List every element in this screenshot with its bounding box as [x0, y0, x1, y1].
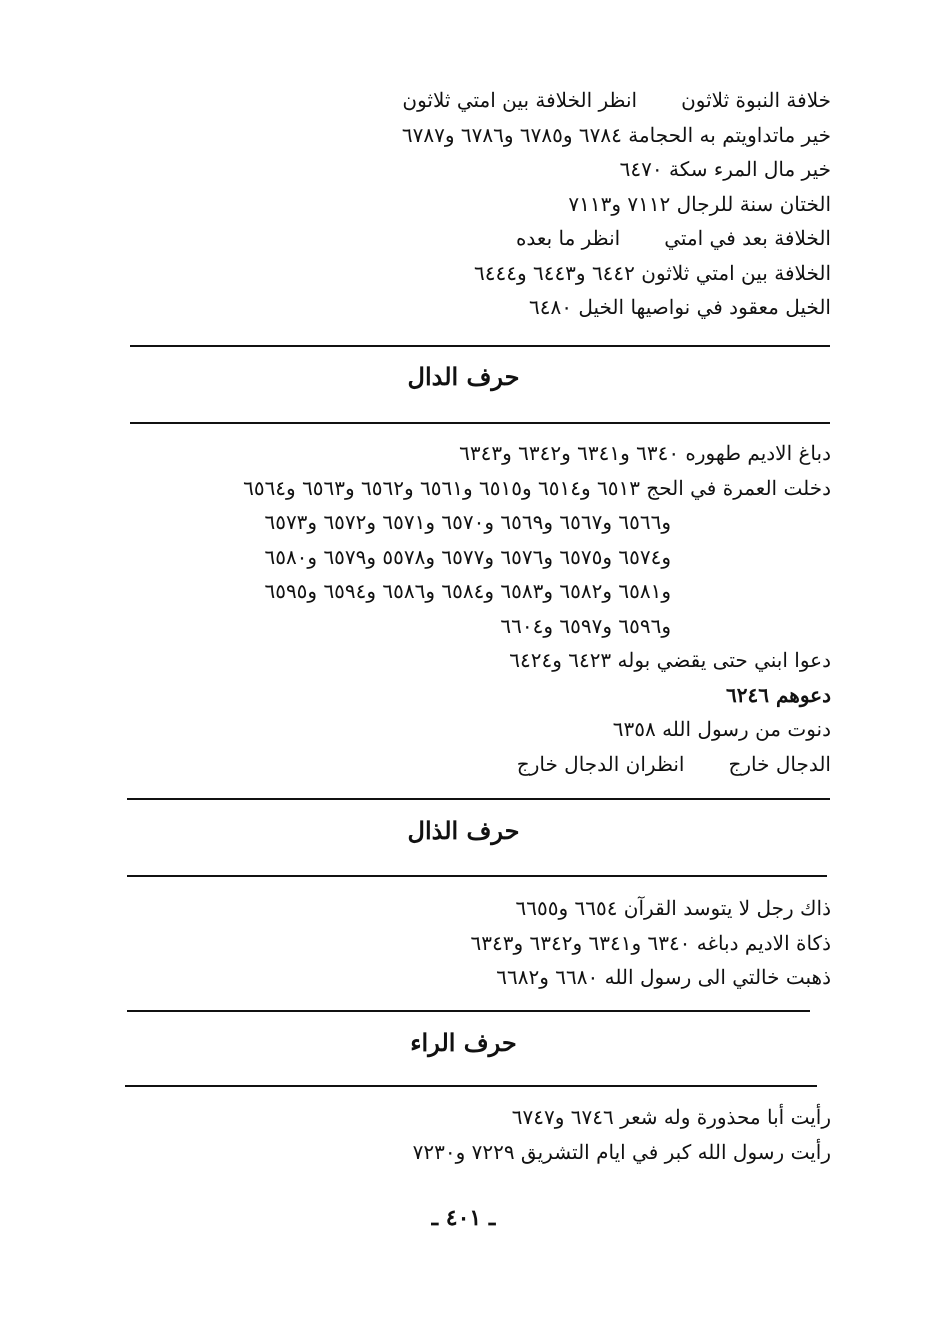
- cross-reference: انظر ما بعده: [515, 226, 621, 250]
- section-heading-ra: حرف الراء: [410, 1028, 517, 1057]
- index-entry: [471, 926, 832, 961]
- cross-reference: انظران الدجال خارج: [516, 751, 685, 776]
- entry-text: رأيت أبا محذورة وله شعر ٦٧٤٦ و٦٧٤٧: [511, 1105, 831, 1129]
- index-entry: [402, 187, 831, 222]
- entry-text: ذاك رجل لا يتوسد القرآن ٦٦٥٤ و٦٦٥٥: [515, 896, 831, 920]
- divider-rule: [127, 1010, 810, 1012]
- index-entry: [243, 505, 831, 540]
- index-entry: [243, 747, 831, 782]
- index-entry: [413, 1135, 831, 1170]
- index-entry: [471, 891, 832, 926]
- index-entry: [243, 471, 831, 506]
- index-entry: [243, 643, 831, 678]
- entry-text: رأيت رسول الله كبر في ايام التشريق ٧٢٢٩ و٧٢٣٠: [412, 1139, 831, 1164]
- entry-text: دعوهم ٦٢٤٦: [726, 682, 831, 707]
- divider-rule: [125, 1085, 817, 1087]
- entry-text: الخيل معقود في نواصيها الخيل ٦٤٨٠: [529, 295, 831, 319]
- divider-rule: [130, 422, 830, 424]
- entry-text: خير ماتداويتم به الحجامة ٦٧٨٤ و٦٧٨٥ و٦٧٨٦ و٦٧٨٧: [401, 122, 831, 147]
- entry-text: دنوت من رسول الله ٦٣٥٨: [612, 717, 831, 741]
- entry-text: خلافة النبوة ثلاثون: [681, 88, 831, 112]
- index-entry: [402, 118, 831, 153]
- entry-text: الخلافة بعد في امتي: [664, 226, 831, 250]
- entry-text: دباغ الاديم طهوره ٦٣٤٠ و٦٣٤١ و٦٣٤٢ و٦٣٤٣: [459, 441, 831, 465]
- index-entry: [471, 960, 832, 995]
- section-kha-entries: [402, 83, 831, 325]
- entry-text: ذهبت خالتي الى رسول الله ٦٦٨٠ و٦٦٨٢: [496, 965, 831, 989]
- section-heading-dhal: حرف الذال: [407, 816, 520, 845]
- section-heading-dal: حرف الدال: [407, 362, 520, 391]
- page-number: ـ ٤٠١ ـ: [431, 1205, 496, 1231]
- index-entry: [402, 256, 831, 291]
- divider-rule: [127, 875, 827, 877]
- index-entry: [243, 678, 831, 713]
- index-entry: [402, 221, 831, 256]
- entry-text: و٦٥٦٦ و٦٥٦٧ و٦٥٦٩ و٦٥٧٠ و٦٥٧١ و٦٥٧٢ و٦٥٧٣: [264, 510, 671, 534]
- section-ra-entries: [413, 1100, 831, 1169]
- index-entry: [402, 290, 831, 325]
- entry-text: دعوا ابني حتى يقضي بوله ٦٤٢٣ و٦٤٢٤: [509, 648, 831, 672]
- index-entry: [243, 540, 831, 575]
- index-entry: [243, 609, 831, 644]
- divider-rule: [130, 345, 830, 347]
- index-entry: [243, 712, 831, 747]
- index-entry: [402, 83, 831, 118]
- entry-text: الخلافة بين امتي ثلاثون ٦٤٤٢ و٦٤٤٣ و٦٤٤٤: [473, 260, 831, 285]
- entry-text: و٦٥٨١ و٦٥٨٢ و٦٥٨٣ و٦٥٨٤ و٦٥٨٦ و٦٥٩٤ و٦٥٩٥: [264, 579, 671, 603]
- index-entry: [402, 152, 831, 187]
- entry-text: و٦٥٩٦ و٦٥٩٧ و٦٦٠٤: [500, 613, 671, 638]
- section-dhal-entries: [471, 891, 832, 995]
- entry-text: الدجال خارج: [728, 751, 831, 776]
- entry-text: الختان سنة للرجال ٧١١٢ و٧١١٣: [568, 191, 831, 216]
- cross-reference: انظر الخلافة بين امتي ثلاثون: [402, 88, 638, 112]
- entry-text: و٦٥٧٤ و٦٥٧٥ و٦٥٧٦ و٦٥٧٧ و٥٥٧٨ و٦٥٧٩ و٦٥٨٠: [264, 544, 671, 569]
- entry-text: ذكاة الاديم دباغه ٦٣٤٠ و٦٣٤١ و٦٣٤٢ و٦٣٤٣: [470, 930, 831, 955]
- index-entry: [413, 1100, 831, 1135]
- entry-text: دخلت العمرة في الحج ٦٥١٣ و٦٥١٤ و٦٥١٥ و٦٥٦١ و٦٥٦٢ و٦٥٦٣ و٦٥٦٤: [243, 475, 831, 500]
- divider-rule: [127, 798, 830, 800]
- section-dal-entries: [243, 436, 831, 781]
- index-entry: [243, 436, 831, 471]
- index-entry: [243, 574, 831, 609]
- entry-text: خير مال المرء سكة ٦٤٧٠: [619, 157, 831, 181]
